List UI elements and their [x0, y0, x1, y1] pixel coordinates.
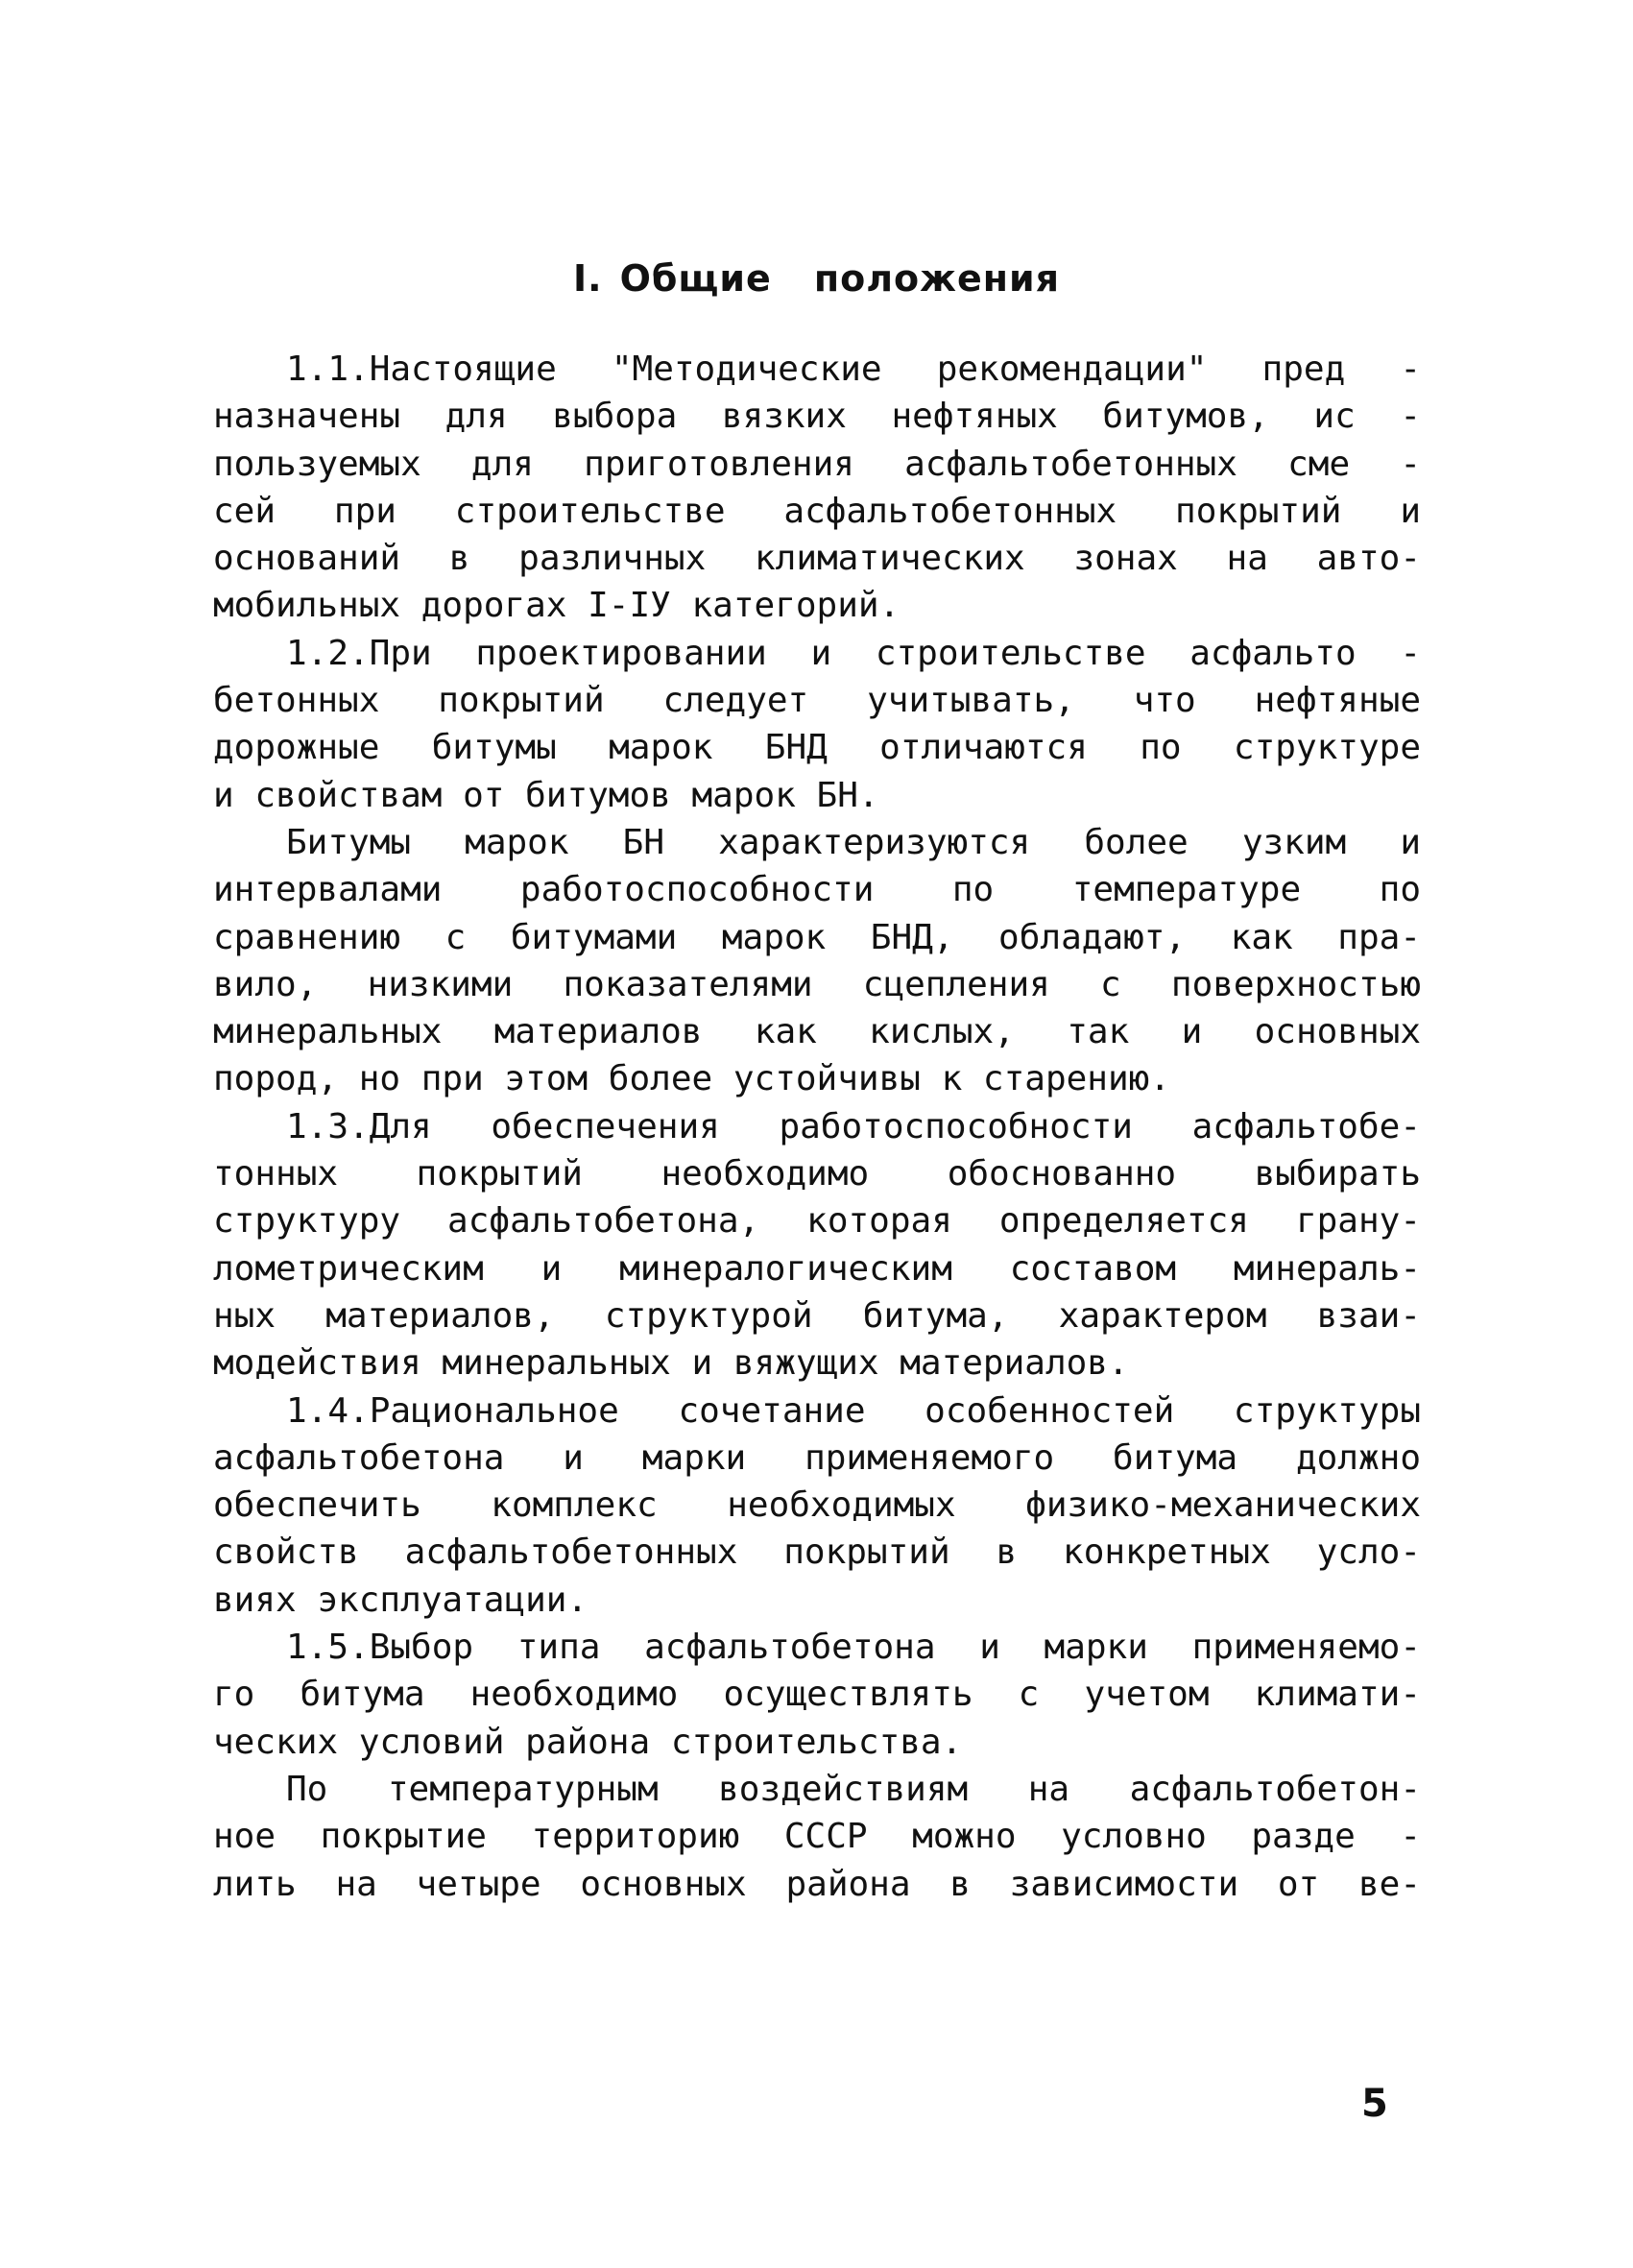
heading-word-1: Общие	[619, 257, 772, 300]
text-line: ных материалов, структурой битума, характером взаи-	[213, 1295, 1421, 1336]
text-line: назначены для выбора вязких нефтяных битумов, ис -	[213, 397, 1421, 437]
heading-word-2: положения	[813, 257, 1060, 300]
text-line: По температурным воздействиям на асфальтобетон-	[286, 1769, 1421, 1809]
paragraph-bitumen-bn	[213, 819, 1421, 1103]
section-number: I.	[573, 257, 603, 300]
text-line: асфальтобетона и марки применяемого битума должно	[213, 1437, 1421, 1478]
text-line: 1.4.Рациональное сочетание особенностей структуры	[286, 1390, 1421, 1431]
text-line: ческих условий района строительства.	[213, 1722, 963, 1762]
paragraph-temperature-zones	[213, 1766, 1421, 1908]
body-text	[213, 346, 1421, 1908]
text-line: виях эксплуатации.	[213, 1580, 588, 1620]
text-line: лить на четыре основных района в зависимости от ве-	[213, 1864, 1421, 1904]
text-line: тонных покрытий необходимо обоснованно выбирать	[213, 1154, 1421, 1194]
text-line: го битума необходимо осуществлять с учетом климати-	[213, 1675, 1421, 1715]
text-line: сей при строительстве асфальтобетонных покрытий и	[213, 491, 1421, 531]
text-line: ное покрытие территорию СССР можно условно разде -	[213, 1817, 1421, 1857]
text-line: вило, низкими показателями сцепления с поверхностью	[213, 964, 1421, 1004]
text-line: оснований в различных климатических зонах на авто-	[213, 539, 1421, 579]
paragraph-1-5	[213, 1624, 1421, 1766]
text-line: структуру асфальтобетона, которая определяется грану-	[213, 1201, 1421, 1242]
text-line: пород, но при этом более устойчивы к старению.	[213, 1059, 1170, 1099]
section-heading	[0, 257, 1633, 300]
text-line: минеральных материалов как кислых, так и основных	[213, 1012, 1421, 1052]
paragraph-1-1	[213, 346, 1421, 630]
text-line: и свойствам от битумов марок БН.	[213, 775, 879, 815]
text-line: обеспечить комплекс необходимых физико-механических	[213, 1485, 1421, 1526]
text-line: свойств асфальтобетонных покрытий в конкретных усло-	[213, 1532, 1421, 1573]
text-line: бетонных покрытий следует учитывать, что нефтяные	[213, 681, 1421, 721]
text-line: модействия минеральных и вяжущих материалов.	[213, 1343, 1129, 1384]
text-line: 1.2.При проектировании и строительстве асфальто -	[286, 633, 1421, 673]
text-line: 1.3.Для обеспечения работоспособности асфальтобе-	[286, 1106, 1421, 1146]
text-line: 1.1.Настоящие "Методические рекомендации" пред -	[286, 350, 1421, 389]
text-line: 1.5.Выбор типа асфальтобетона и марки применяемо-	[286, 1628, 1421, 1668]
text-line: мобильных дорогах I-IУ категорий.	[213, 586, 901, 626]
paragraph-1-4	[213, 1387, 1421, 1624]
page-number: 5	[1361, 2082, 1388, 2126]
text-line: сравнению с битумами марок БНД, обладают, как пра-	[213, 917, 1421, 957]
paragraph-1-2	[213, 630, 1421, 819]
text-line: лометрическим и минералогическим составом минераль-	[213, 1248, 1421, 1289]
text-line: интервалами работоспособности по температуре по	[213, 870, 1421, 910]
text-line: Битумы марок БН характеризуются более узким и	[286, 822, 1421, 862]
text-line: дорожные битумы марок БНД отличаются по структуре	[213, 728, 1421, 768]
text-line: пользуемых для приготовления асфальтобетонных сме -	[213, 444, 1421, 484]
paragraph-1-3	[213, 1103, 1421, 1387]
